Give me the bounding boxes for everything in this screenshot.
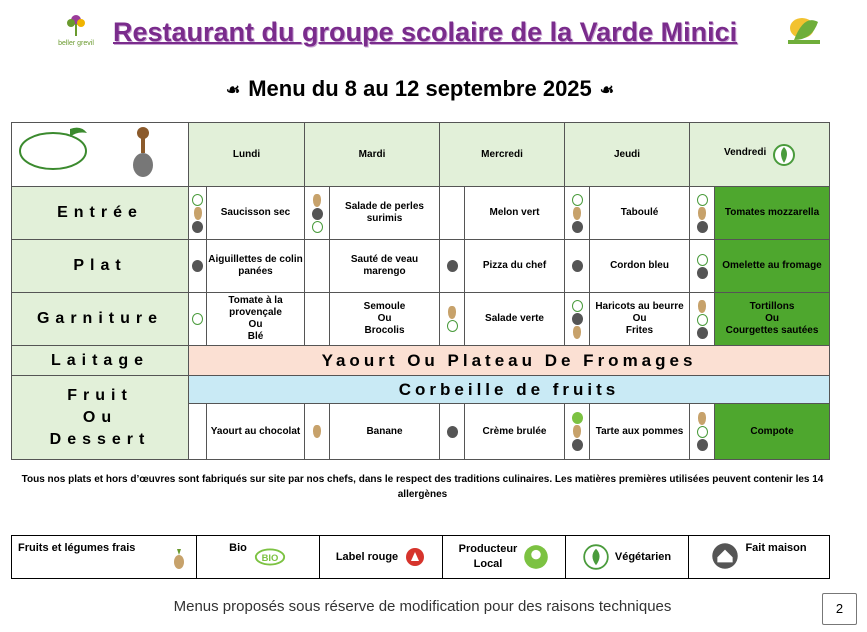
menu-cell: Salade de perles surimis xyxy=(330,187,440,240)
homemade-icon xyxy=(697,327,708,339)
vegetarian-icon xyxy=(773,141,795,169)
menu-cell: Crème brulée xyxy=(465,404,565,460)
category-fruit-line: Ou xyxy=(82,408,118,426)
menu-cell-vendredi: Tomates mozzarella xyxy=(715,187,830,240)
icon-cell xyxy=(440,240,465,293)
category-entree: Entrée xyxy=(12,187,189,240)
menu-cell-vendredi: Omelette au fromage xyxy=(715,240,830,293)
entree-row xyxy=(12,187,830,240)
vegetarian-icon xyxy=(572,194,583,206)
homemade-icon xyxy=(697,439,708,451)
homemade-icon xyxy=(572,313,583,325)
fresh-produce-icon xyxy=(573,326,581,339)
menu-cell: Salade verte xyxy=(465,293,565,346)
menu-cell: Banane xyxy=(330,404,440,460)
icon-cell xyxy=(690,240,715,293)
homemade-icon xyxy=(697,221,708,233)
brand-text: beller grevil xyxy=(58,40,94,47)
icon-cell xyxy=(565,240,590,293)
icon-cell xyxy=(440,404,465,460)
icon-cell xyxy=(690,404,715,460)
category-plat: Plat xyxy=(12,240,189,293)
menu-cell: Melon vert xyxy=(465,187,565,240)
homemade-icon xyxy=(572,439,583,451)
fresh-produce-icon xyxy=(194,207,202,220)
menu-cell xyxy=(207,293,305,346)
vegetarian-icon xyxy=(697,426,708,438)
icon-cell xyxy=(565,187,590,240)
icon-cell xyxy=(305,404,330,460)
laitage-band: Yaourt Ou Plateau De Fromages xyxy=(189,346,830,376)
icon-cell xyxy=(690,293,715,346)
dish-text: Tomate à la provençale Ou Blé xyxy=(228,295,283,342)
vegetarian-icon xyxy=(192,313,203,325)
icon-cell xyxy=(440,293,465,346)
legend-label: Bio xyxy=(229,542,247,554)
vegetarian-icon xyxy=(572,300,583,312)
day-header-jeudi: Jeudi xyxy=(565,123,690,187)
icon-cell xyxy=(189,293,207,346)
bio-icon xyxy=(253,546,287,568)
menu-cell: Sauté de veau marengo xyxy=(330,240,440,293)
leaf-logo-icon xyxy=(780,10,828,50)
homemade-icon xyxy=(711,542,739,570)
fresh-produce-icon xyxy=(698,300,706,313)
fresh-produce-icon xyxy=(448,306,456,319)
menu-cell: Tarte aux pommes xyxy=(590,404,690,460)
menu-table xyxy=(11,122,830,460)
fruit-band: Corbeille de fruits xyxy=(189,376,830,404)
page-number: 2 xyxy=(822,593,857,625)
vegetarian-icon xyxy=(447,320,458,332)
ornament-right-icon: ☙ xyxy=(599,82,615,100)
menu-cell: Pizza du chef xyxy=(465,240,565,293)
category-fruit-line: Dessert xyxy=(49,430,151,448)
day-header-vendredi-label: Vendredi xyxy=(724,146,767,158)
vegetarian-icon xyxy=(697,194,708,206)
legend-label: Fruits et légumes frais xyxy=(18,542,136,554)
menu-period-title xyxy=(0,76,840,102)
icon-cell xyxy=(305,240,330,293)
legend-fresh-produce xyxy=(12,536,197,579)
icon-cell xyxy=(189,240,207,293)
fresh-produce-icon xyxy=(698,412,706,425)
dish-text: Semoule Ou Brocolis xyxy=(363,301,406,336)
menu-period-text: Menu du 8 au 12 septembre 2025 xyxy=(248,76,592,101)
vegetarian-icon xyxy=(697,314,708,326)
category-laitage: Laitage xyxy=(12,346,189,376)
menu-cell: Saucisson sec xyxy=(207,187,305,240)
legend-label: Producteur Local xyxy=(458,543,518,570)
menu-cell: Yaourt au chocolat xyxy=(207,404,305,460)
fresh-produce-icon xyxy=(313,194,321,207)
legend-table xyxy=(11,535,830,579)
ecocert-badge-icon xyxy=(15,123,185,183)
plat-row xyxy=(12,240,830,293)
icon-cell xyxy=(305,187,330,240)
fresh-produce-icon xyxy=(573,207,581,220)
legend-bio xyxy=(197,536,320,579)
homemade-icon xyxy=(572,221,583,233)
flower-logo-icon xyxy=(66,12,86,36)
local-producer-icon xyxy=(572,412,583,424)
fresh-produce-icon xyxy=(698,207,706,220)
icon-cell xyxy=(565,404,590,460)
legend-label-rouge xyxy=(320,536,443,579)
fresh-produce-icon xyxy=(168,548,190,570)
legend-vegetarian xyxy=(566,536,689,579)
legend-label: Fait maison xyxy=(745,542,807,554)
allergen-note: Tous nos plats et hors d’œuvres sont fabriqués sur site par nos chefs, dans le respect des traditions culinaires. Les matières premières utilisées peuvent contenir les 14 allergènes xyxy=(21,474,824,500)
vegetarian-icon xyxy=(312,221,323,233)
icon-cell xyxy=(440,187,465,240)
menu-cell-vendredi xyxy=(715,293,830,346)
icon-cell xyxy=(189,187,207,240)
homemade-icon xyxy=(447,426,458,438)
menu-cell: Aiguillettes de colin panées xyxy=(207,240,305,293)
garniture-row xyxy=(12,293,830,346)
laitage-row xyxy=(12,346,830,376)
page-title: Restaurant du groupe scolaire de la Varde Minici xyxy=(113,17,738,47)
homemade-icon xyxy=(192,260,203,272)
fruit-band-row xyxy=(12,376,830,404)
menu-cell xyxy=(590,293,690,346)
homemade-icon xyxy=(192,221,203,233)
vegetarian-icon xyxy=(192,194,203,206)
day-header-lundi: Lundi xyxy=(189,123,305,187)
legend-label: Label rouge xyxy=(335,551,399,563)
icon-cell xyxy=(690,187,715,240)
legend-label: Végétarien xyxy=(614,551,672,563)
vegetarian-icon xyxy=(583,544,609,570)
fresh-produce-icon xyxy=(573,425,581,438)
icon-cell xyxy=(305,293,330,346)
menu-cell-vendredi: Compote xyxy=(715,404,830,460)
homemade-icon xyxy=(572,260,583,272)
bio-badge-text: BIO xyxy=(261,552,279,564)
day-header-vendredi xyxy=(690,123,830,187)
homemade-icon xyxy=(697,267,708,279)
beller-grevil-logo xyxy=(50,12,102,52)
homemade-icon xyxy=(312,208,323,220)
category-fruit-line: Fruit xyxy=(67,386,133,404)
ecocert-logo xyxy=(12,123,189,187)
ornament-left-icon: ☙ xyxy=(225,82,241,100)
vegetarian-icon xyxy=(697,254,708,266)
dish-text: Haricots au beurre Ou Frites xyxy=(595,301,684,336)
day-header-mardi: Mardi xyxy=(305,123,440,187)
label-rouge-icon xyxy=(404,546,426,568)
dish-text: Tortillons Ou Courgettes sautées xyxy=(725,301,819,336)
local-producer-icon xyxy=(523,544,549,570)
icon-cell xyxy=(189,404,207,460)
legend-homemade xyxy=(689,536,830,579)
menu-cell: Cordon bleu xyxy=(590,240,690,293)
day-header-mercredi: Mercredi xyxy=(440,123,565,187)
menu-cell: Taboulé xyxy=(590,187,690,240)
homemade-icon xyxy=(447,260,458,272)
fresh-produce-icon xyxy=(313,425,321,438)
icon-cell xyxy=(565,293,590,346)
legend-local-producer xyxy=(443,536,566,579)
footer-disclaimer: Menus proposés sous réserve de modification pour des raisons techniques xyxy=(173,598,672,615)
category-fruit-dessert xyxy=(12,376,189,460)
category-garniture: Garniture xyxy=(12,293,189,346)
menu-cell xyxy=(330,293,440,346)
days-header-row xyxy=(12,123,830,187)
